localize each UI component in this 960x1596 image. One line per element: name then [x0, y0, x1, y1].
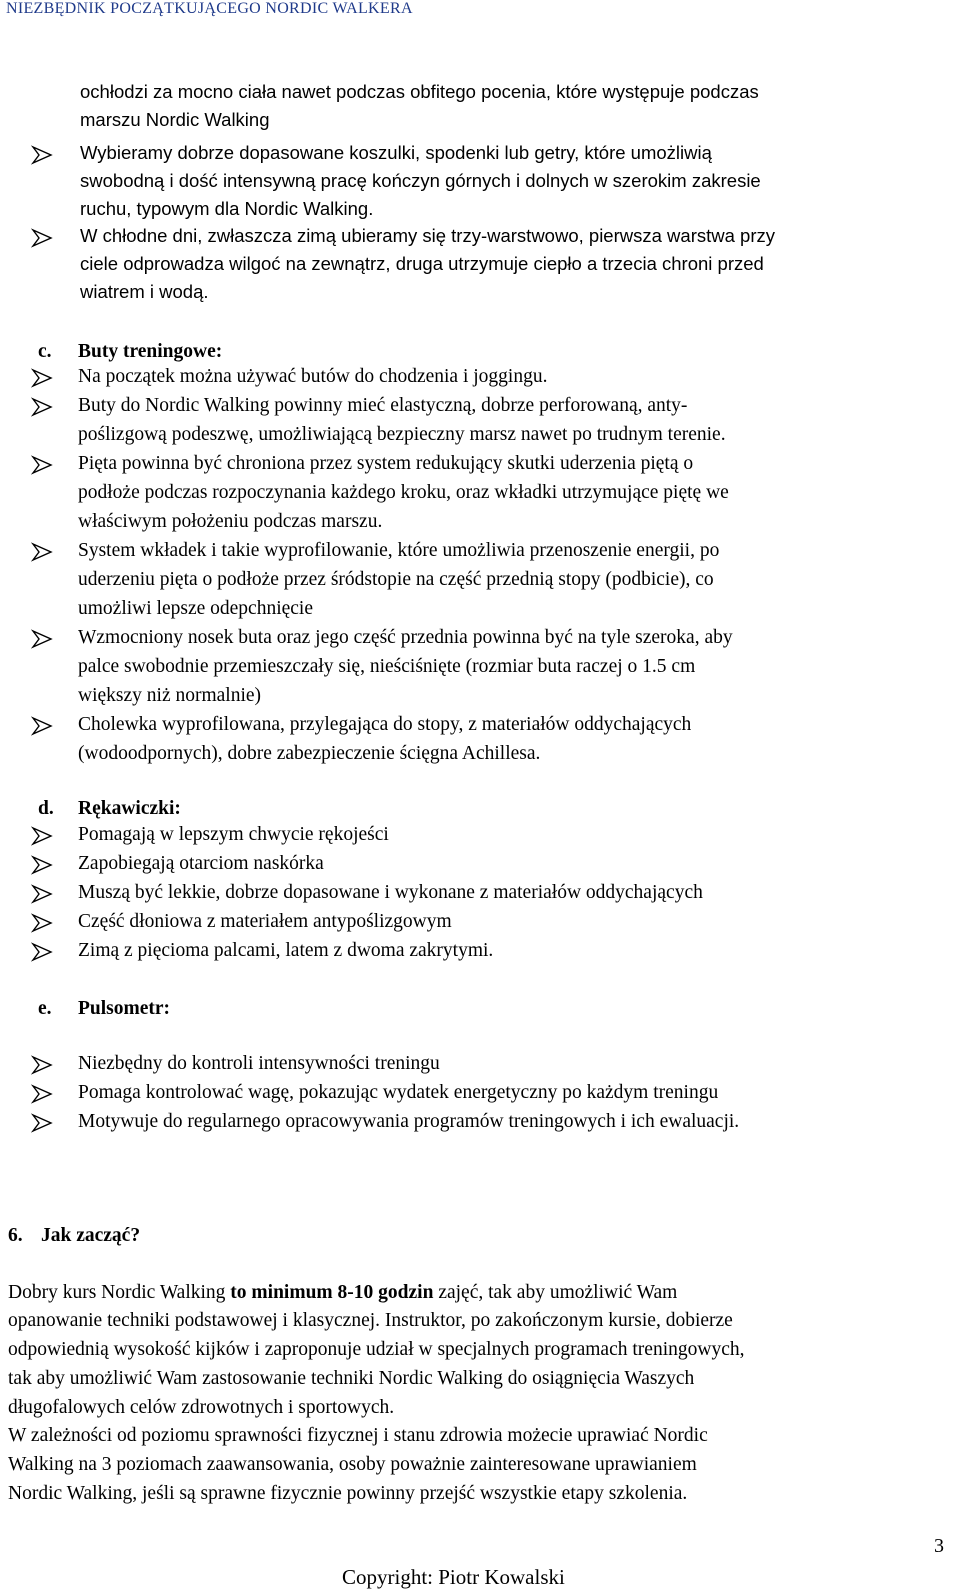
arrow-bullet-icon: [31, 228, 53, 248]
section-marker: e.: [38, 998, 52, 1019]
list-item-line: Niezbędny do kontroli intensywności treningu: [78, 1053, 440, 1074]
section-marker: d.: [38, 798, 54, 819]
list-item-line: Część dłoniowa z materiałem antypoślizgowym: [78, 911, 452, 932]
chapter-number: 6.: [8, 1225, 23, 1246]
paragraph-line: opanowanie techniki podstawowej i klasycznej. Instruktor, po zakończonym kursie, dobierze: [8, 1310, 733, 1331]
paragraph-line: [8, 1281, 677, 1305]
arrow-bullet-icon: [31, 716, 53, 736]
footer-copyright: Copyright: Piotr Kowalski: [342, 1565, 565, 1589]
section-title: Rękawiczki:: [78, 798, 181, 819]
list-item-line: ciele odprowadza wilgoć na zewnątrz, druga utrzymuje ciepło a trzecia chroni przed: [80, 253, 764, 274]
section-title: Buty treningowe:: [78, 341, 223, 362]
arrow-bullet-icon: [31, 629, 53, 649]
list-item-line: Motywuje do regularnego opracowywania programów treningowych i ich ewaluacji.: [78, 1111, 740, 1132]
paragraph-emphasis: to minimum 8-10 godzin: [230, 1282, 434, 1303]
arrow-bullet-icon: [31, 1113, 53, 1133]
list-item-line: Buty do Nordic Walking powinny mieć elastyczną, dobrze perforowaną, anty-: [78, 395, 688, 416]
list-item-line: umożliwi lepsze odepchnięcie: [78, 598, 313, 619]
section-marker: c.: [38, 341, 52, 362]
arrow-bullet-icon: [31, 455, 53, 475]
arrow-bullet-icon: [31, 1084, 53, 1104]
paragraph-text: Dobry kurs Nordic Walking: [8, 1282, 231, 1303]
list-item-line: Wybieramy dobrze dopasowane koszulki, spodenki lub getry, które umożliwią: [80, 142, 712, 163]
text-line: ochłodzi za mocno ciała nawet podczas obfitego pocenia, które występuje podczas: [80, 81, 759, 102]
list-item-line: wiatrem i wodą.: [80, 281, 209, 302]
list-item-line: W chłodne dni, zwłaszcza zimą ubieramy się trzy-warstwowo, pierwsza warstwa przy: [80, 225, 775, 246]
arrow-bullet-icon: [31, 942, 53, 962]
list-item-line: Zapobiegają otarciom naskórka: [78, 853, 324, 874]
list-item-line: swobodną i dość intensywną pracę kończyn górnych i dolnych w szerokim zakresie: [80, 170, 761, 191]
paragraph-line: odpowiednią wysokość kijków i zaproponuje udział w specjalnych programach treningowych,: [8, 1339, 745, 1360]
section-title: Pulsometr:: [78, 998, 171, 1019]
text-line: marszu Nordic Walking: [80, 109, 270, 130]
list-item-line: Pomagają w lepszym chwycie rękojeści: [78, 824, 389, 845]
chapter-title: Jak zacząć?: [41, 1225, 141, 1246]
list-item-line: większy niż normalnie): [78, 685, 262, 706]
arrow-bullet-icon: [31, 1055, 53, 1075]
list-item-line: palce swobodnie przemieszczały się, nieściśnięte (rozmiar buta raczej o 1.5 cm: [78, 656, 696, 677]
arrow-bullet-icon: [31, 855, 53, 875]
paragraph-text: zajęć, tak aby umożliwić Wam: [433, 1282, 678, 1303]
list-item-line: ruchu, typowym dla Nordic Walking.: [80, 198, 374, 219]
list-item-line: Cholewka wyprofilowana, przylegająca do stopy, z materiałów oddychających: [78, 714, 692, 735]
arrow-bullet-icon: [31, 884, 53, 904]
list-item-line: (wodoodpornych), dobre zabezpieczenie ścięgna Achillesa.: [78, 743, 541, 764]
arrow-bullet-icon: [31, 368, 53, 388]
paragraph-line: długofalowych celów zdrowotnych i sportowych.: [8, 1397, 395, 1418]
list-item-line: Zimą z pięcioma palcami, latem z dwoma zakrytymi.: [78, 940, 494, 961]
page-number: 3: [934, 1535, 944, 1557]
list-item-line: System wkładek i takie wyprofilowanie, które umożliwia przenoszenie energii, po: [78, 540, 720, 561]
list-item-line: Na początek można używać butów do chodzenia i joggingu.: [78, 366, 548, 387]
list-item-line: właściwym położeniu podczas marszu.: [78, 511, 383, 532]
arrow-bullet-icon: [31, 397, 53, 417]
list-item-line: poślizgową podeszwę, umożliwiającą bezpieczny marsz nawet po trudnym terenie.: [78, 424, 726, 445]
arrow-bullet-icon: [31, 913, 53, 933]
arrow-bullet-icon: [31, 145, 53, 165]
list-item-line: Wzmocniony nosek buta oraz jego część przednia powinna być na tyle szeroka, aby: [78, 627, 733, 648]
list-item-line: Muszą być lekkie, dobrze dopasowane i wykonane z materiałów oddychających: [78, 882, 703, 903]
list-item-line: Pomaga kontrolować wagę, pokazując wydatek energetyczny po każdym treningu: [78, 1082, 719, 1103]
arrow-bullet-icon: [31, 542, 53, 562]
paragraph-line: tak aby umożliwić Wam zastosowanie techniki Nordic Walking do osiągnięcia Waszych: [8, 1368, 695, 1389]
paragraph-line: Nordic Walking, jeśli są sprawne fizycznie powinny przejść wszystkie etapy szkolenia.: [8, 1483, 688, 1504]
list-item-line: podłoże podczas rozpoczynania każdego kroku, oraz wkładki utrzymujące piętę we: [78, 482, 729, 503]
running-header: NIEZBĘDNIK POCZĄTKUJĄCEGO NORDIC WALKERA: [6, 0, 413, 17]
paragraph-line: W zależności od poziomu sprawności fizycznej i stanu zdrowia możecie uprawiać Nordic: [8, 1425, 708, 1446]
list-item-line: uderzeniu pięta o podłoże przez śródstopie na część przednią stopy (podbicie), co: [78, 569, 714, 590]
arrow-bullet-icon: [31, 826, 53, 846]
paragraph-line: Walking na 3 poziomach zaawansowania, osoby poważnie zainteresowane uprawianiem: [8, 1454, 697, 1475]
list-item-line: Pięta powinna być chroniona przez system redukujący skutki uderzenia piętą o: [78, 453, 694, 474]
